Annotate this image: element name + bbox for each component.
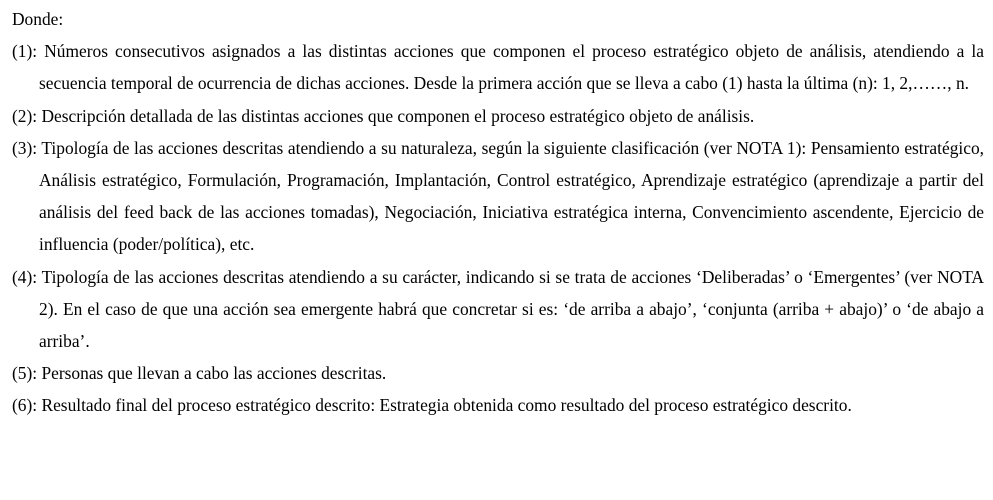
document-body <box>12 3 984 422</box>
item-marker: (1): <box>12 41 38 62</box>
item-text: Resultado final del proceso estratégico descrito: Estrategia obtenida como resultado del proceso estratégico descrito. <box>41 395 852 416</box>
legend-list <box>12 35 984 421</box>
legend-item-1 <box>12 35 984 99</box>
legend-item-3 <box>12 132 984 261</box>
item-text: Tipología de las acciones descritas atendiendo a su carácter, indicando si se trata de acciones ‘Deliberadas’ o ‘Emergentes’ (ver NOTA 2). En el caso de que una acción sea emergente habrá que concretar si es: ‘de arriba a abajo’, ‘conjunta (arriba + abajo)’ o ‘de abajo a arriba’. <box>39 266 984 352</box>
heading-donde: Donde: <box>12 9 64 29</box>
legend-item-2 <box>12 100 984 132</box>
item-marker: (2): <box>12 105 38 126</box>
item-text: Números consecutivos asignados a las distintas acciones que componen el proceso estratégico objeto de análisis, atendiendo a la secuencia temporal de ocurrencia de dichas acciones. Desde la primera acción que se lleva a cabo (1) hasta la última (n): 1, 2,……, n. <box>39 41 984 94</box>
item-text: Personas que llevan a cabo las acciones descritas. <box>41 363 387 384</box>
legend-item-6 <box>12 389 984 421</box>
item-marker: (6): <box>12 395 38 416</box>
legend-item-4 <box>12 261 984 358</box>
item-text: Descripción detallada de las distintas acciones que componen el proceso estratégico objeto de análisis. <box>41 105 755 126</box>
item-marker: (4): <box>12 266 38 287</box>
item-marker: (5): <box>12 363 38 384</box>
item-text: Tipología de las acciones descritas atendiendo a su naturaleza, según la siguiente clasificación (ver NOTA 1): Pensamiento estratégico, Análisis estratégico, Formulación, Programación, Implantación, Control estratégico, Aprendizaje estratégico (aprendizaje a partir del análisis del feed back de las acciones tomadas), Negociación, Iniciativa estratégica interna, Convencimiento ascendente, Ejercicio de influencia (poder/política), etc. <box>39 137 984 255</box>
legend-item-5 <box>12 357 984 389</box>
item-marker: (3): <box>12 137 38 158</box>
